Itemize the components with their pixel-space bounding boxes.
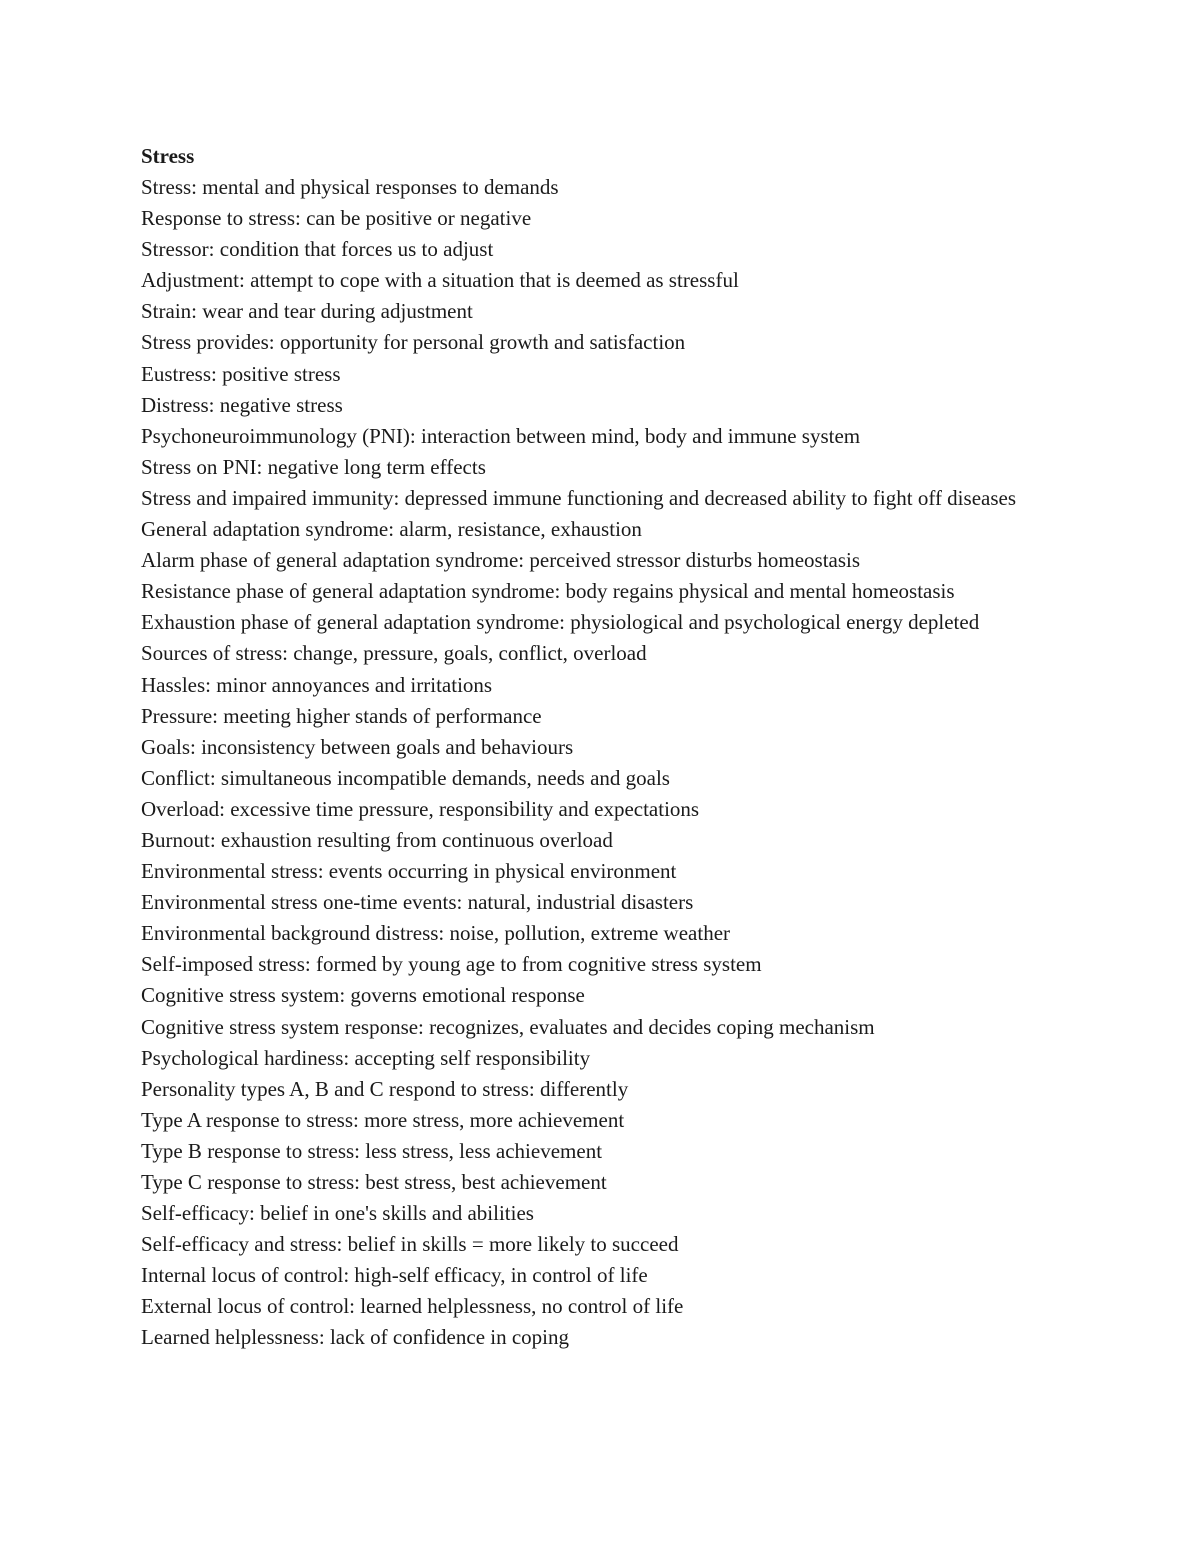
note-line: Psychoneuroimmunology (PNI): interaction between mind, body and immune system [141, 423, 861, 448]
note-line: Stress provides: opportunity for personal growth and satisfaction [141, 330, 686, 355]
note-line: Self-efficacy: belief in one's skills and abilities [141, 1201, 534, 1226]
note-line: Environmental stress one-time events: natural, industrial disasters [141, 890, 694, 915]
document-title: Stress [141, 144, 195, 168]
note-line: Self-efficacy and stress: belief in skills = more likely to succeed [141, 1232, 679, 1257]
note-line: Environmental stress: events occurring in physical environment [141, 859, 677, 884]
note-line: Personality types A, B and C respond to stress: differently [141, 1076, 629, 1101]
document-body [141, 141, 1061, 1354]
note-line: Type A response to stress: more stress, more achievement [141, 1107, 625, 1132]
note-line: Sources of stress: change, pressure, goals, conflict, overload [141, 641, 647, 666]
note-line: Stress and impaired immunity: depressed immune functioning and decreased ability to fight off diseases [141, 485, 1016, 510]
note-line: Distress: negative stress [141, 392, 343, 417]
note-line: Exhaustion phase of general adaptation syndrome: physiological and psychological energy depleted [141, 610, 980, 635]
note-line: Pressure: meeting higher stands of performance [141, 703, 542, 728]
note-line: Self-imposed stress: formed by young age to from cognitive stress system [141, 952, 762, 977]
note-line: Type C response to stress: best stress, best achievement [141, 1170, 607, 1194]
note-line: Response to stress: can be positive or negative [141, 206, 532, 231]
note-line: Internal locus of control: high-self efficacy, in control of life [141, 1263, 648, 1288]
notes-list [141, 172, 1061, 1354]
note-line: Overload: excessive time pressure, responsibility and expectations [141, 796, 700, 821]
note-line: Goals: inconsistency between goals and behaviours [141, 734, 574, 759]
note-line: Resistance phase of general adaptation syndrome: body regains physical and mental homeostasis [141, 579, 955, 604]
note-line: General adaptation syndrome: alarm, resistance, exhaustion [141, 517, 642, 542]
note-line: Burnout: exhaustion resulting from continuous overload [141, 827, 613, 852]
note-line: Psychological hardiness: accepting self responsibility [141, 1045, 591, 1070]
note-line: Cognitive stress system: governs emotional response [141, 983, 585, 1008]
note-line: External locus of control: learned helplessness, no control of life [141, 1294, 684, 1319]
note-line: Strain: wear and tear during adjustment [141, 299, 473, 324]
note-line: Type B response to stress: less stress, less achievement [141, 1138, 603, 1163]
note-line: Environmental background distress: noise, pollution, extreme weather [141, 921, 731, 946]
note-line: Stressor: condition that forces us to adjust [141, 237, 494, 262]
note-line: Hassles: minor annoyances and irritations [141, 672, 493, 697]
note-line: Stress on PNI: negative long term effects [141, 454, 486, 479]
note-line: Alarm phase of general adaptation syndrome: perceived stressor disturbs homeostasis [141, 548, 861, 573]
note-line: Learned helplessness: lack of confidence in coping [141, 1325, 570, 1350]
note-line: Adjustment: attempt to cope with a situation that is deemed as stressful [141, 268, 739, 293]
note-line: Stress: mental and physical responses to demands [141, 175, 559, 199]
note-line: Cognitive stress system response: recognizes, evaluates and decides coping mechanism [141, 1014, 875, 1039]
note-line: Conflict: simultaneous incompatible demands, needs and goals [141, 765, 670, 790]
note-line: Eustress: positive stress [141, 361, 341, 386]
